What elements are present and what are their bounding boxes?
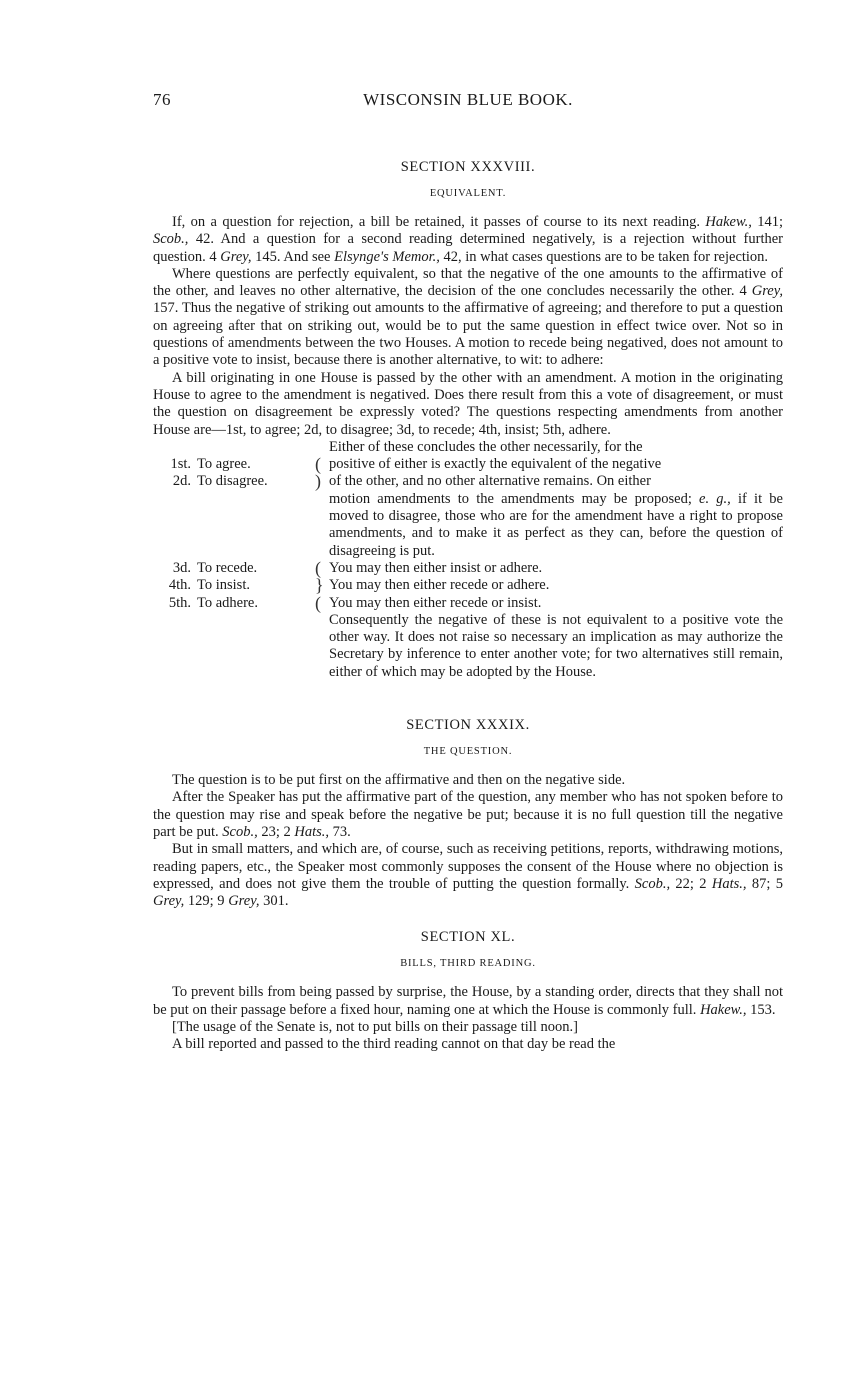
amendment-questions-table: Either of these concludes the other necessarily, for the 1st. To agree. ( positive of either is exactly the equivalent of the negative 2d. To disagree. ) of the other, and no other alternative remains. On either motion amendments to the amendments may be proposed; e. g., if it be moved to disagree, those who are for the amendment have a right to propose amendments, and to make it as perfect as they can, before the question of disagreeing is put. 3d. To recede. ( You may then either insist or adhere. 4th. To insist. } You may then either recede or adhere. 5th. To adhere. ( You may then either recede or insist. Consequently the negative of these is not equivalent to a positive vote the other way. It does not raise so necessary an implication as may authorize the Secretary by inference to enter another vote; for two alternatives still remain, either of which may be adopted by the House. (153, 439, 783, 681)
section-40-heading: SECTION XL. (420, 929, 516, 946)
section-39-paragraph-2: After the Speaker has put the affirmative part of the question, any member who has not spoken before to the question may rise and speak before the negative be put; because it is no full question till the negative part be put. Scob., 23; 2 Hats., 73. (153, 789, 783, 840)
section-40-paragraph-2: [The usage of the Senate is, not to put bills on their passage till noon.] (172, 1018, 578, 1035)
option-agree: 1st. To agree. (170, 456, 251, 473)
section-39-subheading: THE QUESTION. (423, 746, 513, 758)
consequently-note: Consequently the negative of these is not equivalent to a positive vote the other way. It does not raise so necessary an implication as may authorize the Secretary by inference to enter another vote; for two alternatives still remain, either of which may be adopted by the House. (329, 611, 783, 680)
section-40-paragraph-3: A bill reported and passed to the third reading cannot on that day be read the (172, 1036, 616, 1053)
either-line: Either of these concludes the other necessarily, for the (329, 438, 643, 455)
running-title: WISCONSIN BLUE BOOK. (363, 90, 573, 109)
amendments-note: motion amendments to the amendments may be proposed; e. g., if it be moved to disagree, those who are for the amendment have a right to propose amendments, and to make it as perfect as they can, before the question of disagreeing is put. (329, 490, 783, 559)
brace-bottom: ) (315, 471, 321, 492)
section-39-paragraph-1: The question is to be put first on the affirmative and then on the negative side. (172, 772, 626, 789)
brace-adhere: ( (315, 592, 321, 613)
page (153, 90, 783, 1054)
section-40-paragraph-1: To prevent bills from being passed by surprise, the House, by a standing order, directs that they shall not be put on their passage before a fixed hour, naming one at which the House is commonly full. Hakew., 153. (153, 984, 783, 1018)
option-adhere: 5th. To adhere. (168, 594, 258, 611)
option-recede: 3d. To recede. (172, 559, 258, 576)
section-38-subheading: EQUIVALENT. (429, 188, 507, 199)
section-38-paragraph-1: If, on a question for rejection, a bill be retained, it passes of course to its next reading. Hakew., 141; Scob., 42. And a question for a second reading determined negatively, is a rejection without further question. 4 Grey, 145. And see Elsynge's Memor., 42, in what cases questions are to be taken for rejection. (153, 214, 783, 265)
section-39-heading: SECTION XXXIX. (406, 717, 530, 734)
running-header (153, 90, 783, 114)
option-disagree: 2d. To disagree. (172, 473, 268, 490)
section-38-paragraph-3: A bill originating in one House is passed by the other with an amendment. A motion in the originating House to agree to the amendment is negatived. Does there result from this a vote of disagreement, or must the question on disagreement be expressly voted? The questions respecting amendments from another House are—1st, to agree; 2d, to disagree; 3d, to recede; 4th, insist; 5th, adhere. (153, 369, 783, 438)
option-insist: 4th. To insist. (168, 577, 250, 594)
section-39-paragraph-3: But in small matters, and which are, of course, such as receiving petitions, reports, withdrawing motions, reading papers, etc., the Speaker most commonly supposes the consent of the House where no objection is expressed, and does not give them the trouble of putting the question formally. Scob., 22; 2 Hats., 87; 5 Grey, 129; 9 Grey, 301. (153, 841, 784, 910)
brace-insist: } (315, 575, 324, 596)
section-38-heading: SECTION XXXVIII. (400, 159, 536, 175)
page-number: 76 (153, 90, 171, 109)
brace-top: ( (315, 454, 321, 475)
section-38-paragraph-2: Where questions are perfectly equivalent, so that the negative of the one amounts to the affirmative of the other, and leaves no other alternative, the decision of the one concludes necessarily the other. 4 Grey, 157. Thus the negative of striking out amounts to the affirmative of agreeing; and therefore to put a question on agreeing after that on striking out, would be to put the same question in effect twice over. Not so in questions of amendments between the two Houses. A motion to recede being negatived, does not amount to a positive vote to insist, because there is another alternative, to wit: to adhere: (153, 265, 783, 369)
section-40-subheading: BILLS, THIRD READING. (400, 958, 536, 970)
brace-recede: ( (315, 557, 321, 578)
